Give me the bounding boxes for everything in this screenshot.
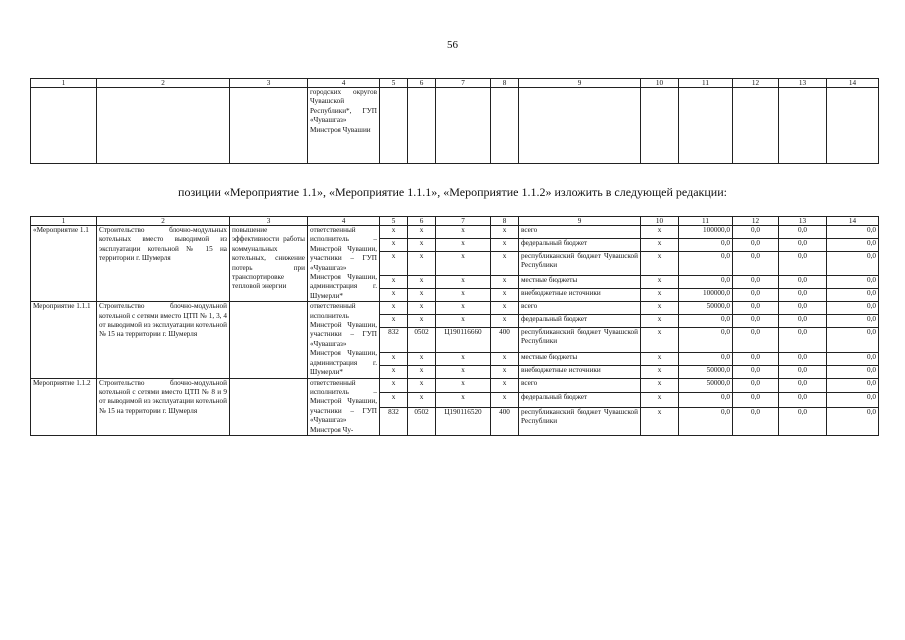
activity-executor: ответственный исполнитель Минстрой Чувашии, участники – ГУП «Чувашгаз» Минстроя Чувашии, администрация г. Шумерли* (308, 302, 380, 378)
budget-code: x (380, 365, 408, 378)
value-cell: 0,0 (779, 302, 827, 315)
col-number: 14 (827, 217, 879, 226)
budget-code: x (491, 276, 519, 289)
col-number: 11 (679, 79, 733, 88)
col-number: 2 (97, 79, 230, 88)
value-cell: 0,0 (733, 302, 779, 315)
budget-code: x (491, 251, 519, 276)
value-cell: 0,0 (779, 393, 827, 408)
budget-code: Ц190116660 (436, 328, 491, 353)
funding-source: внебюджетные источники (519, 365, 641, 378)
budget-code: x (436, 226, 491, 239)
budget-code: x (436, 352, 491, 365)
value-cell: 0,0 (779, 352, 827, 365)
value-cell: 0,0 (779, 289, 827, 302)
value-cell: x (641, 407, 679, 435)
budget-code: 832 (380, 407, 408, 435)
value-cell: 0,0 (679, 407, 733, 435)
col-number: 9 (519, 217, 641, 226)
budget-code: x (380, 352, 408, 365)
budget-code: x (380, 393, 408, 408)
budget-code: x (408, 315, 436, 328)
funding-source: внебюджетные источники (519, 289, 641, 302)
funding-source: федеральный бюджет (519, 238, 641, 251)
value-cell: 0,0 (733, 238, 779, 251)
value-cell: 0,0 (827, 352, 879, 365)
value-cell: x (641, 393, 679, 408)
col-number: 4 (308, 79, 380, 88)
col-number: 7 (436, 217, 491, 226)
budget-code: 400 (491, 328, 519, 353)
value-cell: x (641, 289, 679, 302)
value-cell: 0,0 (733, 226, 779, 239)
amendment-caption: позиции «Мероприятие 1.1», «Мероприятие 1.1.1», «Мероприятие 1.1.2» изложить в следующей редакции: (178, 185, 727, 199)
value-cell: 0,0 (733, 352, 779, 365)
budget-code: x (491, 289, 519, 302)
col-number: 10 (641, 217, 679, 226)
value-cell: 0,0 (679, 352, 733, 365)
value-cell: x (641, 238, 679, 251)
value-cell: 0,0 (779, 238, 827, 251)
budget-code: x (491, 393, 519, 408)
funding-source: всего (519, 378, 641, 393)
col-number: 3 (230, 79, 308, 88)
value-cell: 0,0 (779, 276, 827, 289)
budget-code: x (380, 276, 408, 289)
budget-code: 0502 (408, 407, 436, 435)
value-cell: 0,0 (827, 393, 879, 408)
budget-code: Ц190116520 (436, 407, 491, 435)
budget-code: x (436, 251, 491, 276)
budget-code: x (491, 302, 519, 315)
main-table (30, 216, 879, 436)
budget-code: x (408, 302, 436, 315)
budget-code: x (380, 289, 408, 302)
funding-source: всего (519, 226, 641, 239)
value-cell: 0,0 (779, 378, 827, 393)
budget-code: x (408, 393, 436, 408)
value-cell: 0,0 (733, 378, 779, 393)
budget-code: x (380, 302, 408, 315)
value-cell: 0,0 (779, 251, 827, 276)
col-number: 7 (436, 79, 491, 88)
budget-code: x (436, 276, 491, 289)
value-cell: x (641, 302, 679, 315)
col-number: 1 (31, 217, 97, 226)
col-number: 12 (733, 79, 779, 88)
budget-code: x (491, 365, 519, 378)
budget-code: x (380, 251, 408, 276)
value-cell: 50000,0 (679, 302, 733, 315)
value-cell: 0,0 (779, 365, 827, 378)
activity-name: Мероприятие 1.1.1 (31, 302, 97, 378)
value-cell: 0,0 (733, 328, 779, 353)
budget-code: x (380, 238, 408, 251)
activity-name: Мероприятие 1.1.2 (31, 378, 97, 435)
activity-executor: ответственный исполнитель – Минстрой Чувашии, участники – ГУП «Чувашгаз» Минстроя Чу- (308, 378, 380, 435)
budget-code: x (491, 352, 519, 365)
col-number: 8 (491, 79, 519, 88)
value-cell: 0,0 (679, 393, 733, 408)
value-cell: 100000,0 (679, 289, 733, 302)
value-cell: 0,0 (779, 328, 827, 353)
page-number: 56 (447, 39, 458, 51)
budget-code: x (436, 393, 491, 408)
value-cell: 0,0 (679, 315, 733, 328)
col-number: 5 (380, 217, 408, 226)
col-number: 5 (380, 79, 408, 88)
budget-code: x (491, 226, 519, 239)
activity-goal: повышение эффективности работы коммунальных котельных, снижение потерь при транспортировке тепловой энергии (230, 226, 308, 302)
table-row (31, 226, 879, 239)
col-number: 10 (641, 79, 679, 88)
budget-code: x (436, 289, 491, 302)
budget-code: x (380, 378, 408, 393)
executor-cell: городских округов Чувашской Республики*, ГУП «Чувашгаз» Минстроя Чувашии (308, 88, 380, 164)
value-cell: x (641, 365, 679, 378)
budget-code: x (408, 226, 436, 239)
budget-code: 832 (380, 328, 408, 353)
top-table-fragment (30, 78, 879, 164)
value-cell: x (641, 251, 679, 276)
funding-source: республиканский бюджет Чувашской Республики (519, 251, 641, 276)
value-cell: x (641, 315, 679, 328)
value-cell: 0,0 (827, 407, 879, 435)
budget-code: x (408, 276, 436, 289)
funding-source: местные бюджеты (519, 352, 641, 365)
value-cell: x (641, 276, 679, 289)
col-number: 2 (97, 217, 230, 226)
budget-code: 400 (491, 407, 519, 435)
value-cell: 100000,0 (679, 226, 733, 239)
budget-code: 0502 (408, 328, 436, 353)
col-number: 13 (779, 217, 827, 226)
budget-code: x (408, 365, 436, 378)
budget-code: x (491, 315, 519, 328)
funding-source: федеральный бюджет (519, 315, 641, 328)
col-number: 6 (408, 217, 436, 226)
col-number: 13 (779, 79, 827, 88)
value-cell: x (641, 226, 679, 239)
col-number: 11 (679, 217, 733, 226)
value-cell: 0,0 (733, 407, 779, 435)
col-number: 14 (827, 79, 879, 88)
funding-source: республиканский бюджет Чувашской Республики (519, 407, 641, 435)
value-cell: 0,0 (827, 328, 879, 353)
value-cell: 0,0 (779, 407, 827, 435)
value-cell: 0,0 (679, 238, 733, 251)
value-cell: 0,0 (679, 328, 733, 353)
budget-code: x (380, 226, 408, 239)
budget-code: x (491, 238, 519, 251)
activity-description: Строительство блочно-модульной котельной с сетями вместо ЦТП № 1, 3, 4 от выводимой из эксплуатации котельной № 15 на территории г. Шумерля (97, 302, 230, 378)
budget-code: x (408, 378, 436, 393)
budget-code: x (436, 302, 491, 315)
value-cell: 0,0 (827, 302, 879, 315)
value-cell: 0,0 (733, 315, 779, 328)
col-number: 8 (491, 217, 519, 226)
value-cell: 0,0 (827, 378, 879, 393)
value-cell: 0,0 (733, 289, 779, 302)
value-cell: 0,0 (679, 276, 733, 289)
value-cell: 0,0 (733, 276, 779, 289)
budget-code: x (436, 315, 491, 328)
table-row (31, 378, 879, 393)
value-cell: 0,0 (827, 365, 879, 378)
value-cell: x (641, 378, 679, 393)
activity-description: Строительство блочно-модульных котельных вместо выводимой из эксплуатации котельной № 15 на территории г. Шумерля (97, 226, 230, 302)
column-number-row (31, 217, 879, 226)
activity-executor: ответственный исполнитель – Минстрой Чувашии, участники – ГУП «Чувашгаз» Минстроя Чувашии, администрация г. Шумерли* (308, 226, 380, 302)
budget-code: x (408, 289, 436, 302)
value-cell: 0,0 (679, 251, 733, 276)
value-cell: x (641, 328, 679, 353)
col-number: 4 (308, 217, 380, 226)
activity-description: Строительство блочно-модульной котельной с сетями вместо ЦТП № 8 и 9 от выводимой из эксплуатации котельной № 15 на территории г. Шумерля (97, 378, 230, 435)
budget-code: x (380, 315, 408, 328)
budget-code: x (436, 238, 491, 251)
value-cell: 0,0 (733, 365, 779, 378)
value-cell: 0,0 (779, 315, 827, 328)
funding-source: республиканский бюджет Чувашской Республики (519, 328, 641, 353)
value-cell: 0,0 (733, 251, 779, 276)
budget-code: x (408, 352, 436, 365)
value-cell: 0,0 (827, 226, 879, 239)
col-number: 6 (408, 79, 436, 88)
budget-code: x (436, 365, 491, 378)
budget-code: x (491, 378, 519, 393)
activity-goal (230, 378, 308, 435)
value-cell: x (641, 352, 679, 365)
value-cell: 0,0 (779, 226, 827, 239)
col-number: 1 (31, 79, 97, 88)
activity-name: «Мероприятие 1.1 (31, 226, 97, 302)
column-number-row (31, 79, 879, 88)
budget-code: x (408, 251, 436, 276)
value-cell: 50000,0 (679, 378, 733, 393)
col-number: 3 (230, 217, 308, 226)
value-cell: 0,0 (827, 276, 879, 289)
budget-code: x (408, 238, 436, 251)
col-number: 12 (733, 217, 779, 226)
value-cell: 50000,0 (679, 365, 733, 378)
col-number: 9 (519, 79, 641, 88)
value-cell: 0,0 (827, 289, 879, 302)
value-cell: 0,0 (827, 315, 879, 328)
table-row (31, 302, 879, 315)
table-row (31, 88, 879, 164)
value-cell: 0,0 (827, 238, 879, 251)
value-cell: 0,0 (733, 393, 779, 408)
budget-code: x (436, 378, 491, 393)
funding-source: местные бюджеты (519, 276, 641, 289)
value-cell: 0,0 (827, 251, 879, 276)
activity-goal (230, 302, 308, 378)
funding-source: всего (519, 302, 641, 315)
funding-source: федеральный бюджет (519, 393, 641, 408)
